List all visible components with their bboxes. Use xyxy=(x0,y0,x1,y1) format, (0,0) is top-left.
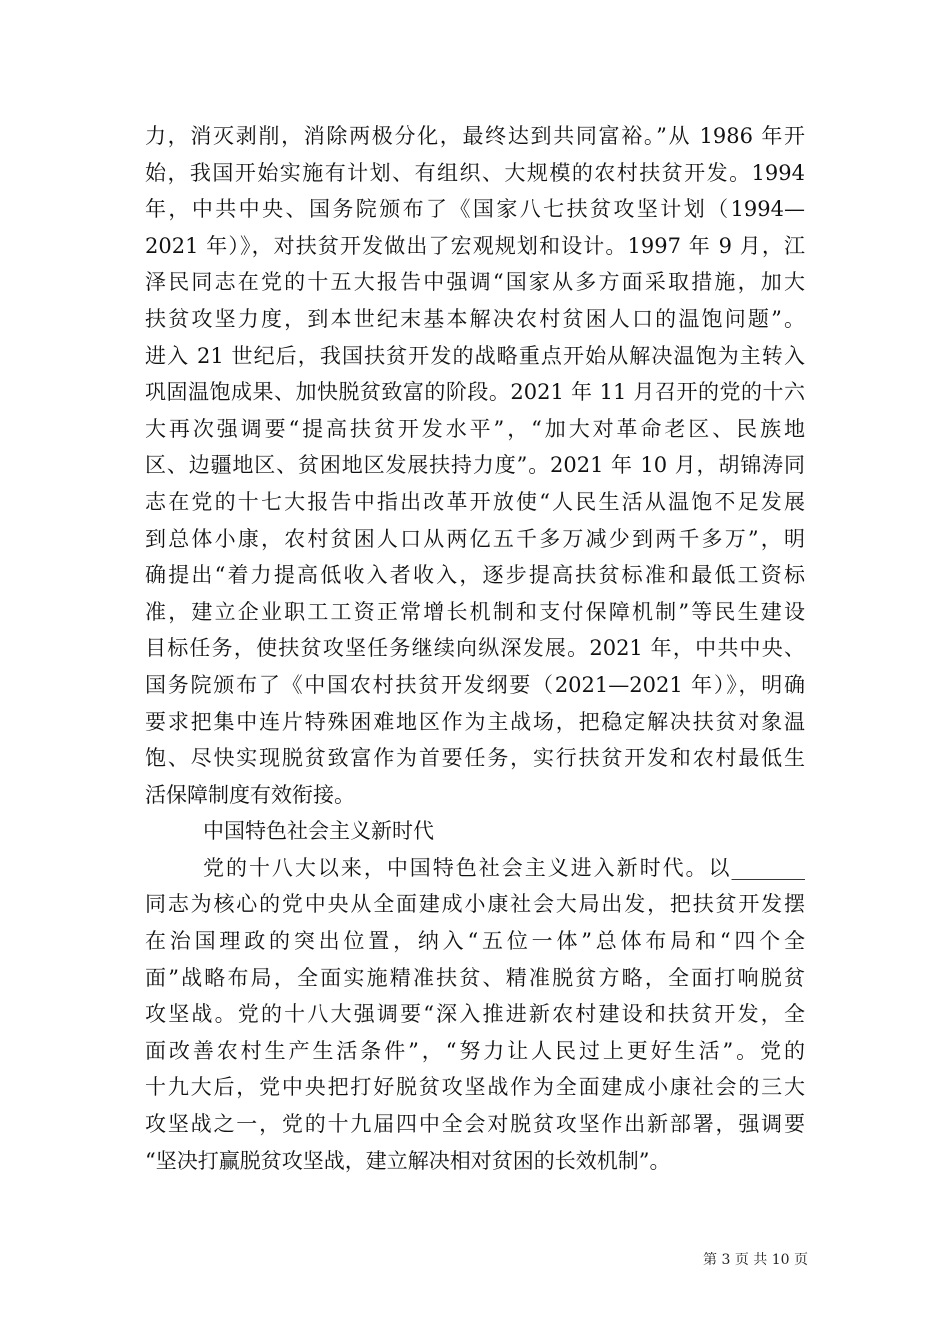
paragraph xyxy=(145,118,805,813)
text-line: 党的十八大以来，中国特色社会主义进入新时代。以_______ xyxy=(203,855,805,880)
text-line: 同志为核心的党中央从全面建成小康社会大局出发，把扶贫开发摆 xyxy=(145,892,805,917)
text-line: 巩固温饱成果、加快脱贫致富的阶段。2021 年 11 月召开的党的十六 xyxy=(145,380,805,405)
text-line: 准，建立企业职工工资正常增长机制和支付保障机制”等民生建设 xyxy=(145,599,805,624)
text-line: 攻坚战。党的十八大强调要“深入推进新农村建设和扶贫开发，全 xyxy=(145,1002,805,1027)
text-line: 要求把集中连片特殊困难地区作为主战场，把稳定解决扶贫对象温 xyxy=(145,709,805,734)
document-body xyxy=(145,118,805,1179)
text-line: 面”战略布局，全面实施精准扶贫、精准脱贫方略，全面打响脱贫 xyxy=(145,965,805,990)
text-line: 活保障制度有效衔接。 xyxy=(145,782,355,807)
text-line: 在治国理政的突出位置，纳入“五位一体”总体布局和“四个全 xyxy=(145,929,805,954)
text-line: 十九大后，党中央把打好脱贫攻坚战作为全面建成小康社会的三大 xyxy=(145,1075,805,1100)
text-line: 扶贫攻坚力度，到本世纪末基本解决农村贫困人口的温饱问题”。 xyxy=(145,306,805,331)
text-line: 年，中共中央、国务院颁布了《国家八七扶贫攻坚计划（1994— xyxy=(145,197,805,222)
text-line: 目标任务，使扶贫攻坚任务继续向纵深发展。2021 年，中共中央、 xyxy=(145,636,805,661)
text-line: 泽民同志在党的十五大报告中强调“国家从多方面采取措施，加大 xyxy=(145,270,805,295)
text-line: 攻坚战之一，党的十九届四中全会对脱贫攻坚作出新部署，强调要 xyxy=(145,1112,805,1137)
text-line: 力，消灭剥削，消除两极分化，最终达到共同富裕。”从 1986 年开 xyxy=(145,124,805,148)
text-line: 志在党的十七大报告中指出改革开放使“人民生活从温饱不足发展 xyxy=(145,489,805,514)
text-line: 中国特色社会主义新时代 xyxy=(203,819,434,844)
text-line: 大再次强调要“提高扶贫开发水平”，“加大对革命老区、民族地 xyxy=(145,416,805,441)
text-line: 饱、尽快实现脱贫致富作为首要任务，实行扶贫开发和农村最低生 xyxy=(145,746,805,771)
text-line: 2021 年）》，对扶贫开发做出了宏观规划和设计。1997 年 9 月，江 xyxy=(145,233,805,258)
text-line: 区、边疆地区、贫困地区发展扶持力度”。2021 年 10 月，胡锦涛同 xyxy=(145,453,805,478)
text-line: 国务院颁布了《中国农村扶贫开发纲要（2021—2021 年）》，明确 xyxy=(145,672,805,697)
text-line: 确提出“着力提高低收入者收入，逐步提高扶贫标准和最低工资标 xyxy=(145,563,805,588)
text-line: 到总体小康，农村贫困人口从两亿五千多万减少到两千多万”，明 xyxy=(145,526,805,551)
text-line: 面改善农村生产生活条件”，“努力让人民过上更好生活”。党的 xyxy=(145,1038,805,1063)
text-line: 始，我国开始实施有计划、有组织、大规模的农村扶贫开发。1994 xyxy=(145,160,805,185)
paragraph xyxy=(145,813,805,850)
text-line: 进入 21 世纪后，我国扶贫开发的战略重点开始从解决温饱为主转入 xyxy=(145,343,805,368)
text-line: “坚决打赢脱贫攻坚战，建立解决相对贫困的长效机制”。 xyxy=(145,1148,671,1173)
page-number: 第 3 页 共 10 页 xyxy=(703,1252,808,1268)
paragraph xyxy=(145,850,805,1179)
